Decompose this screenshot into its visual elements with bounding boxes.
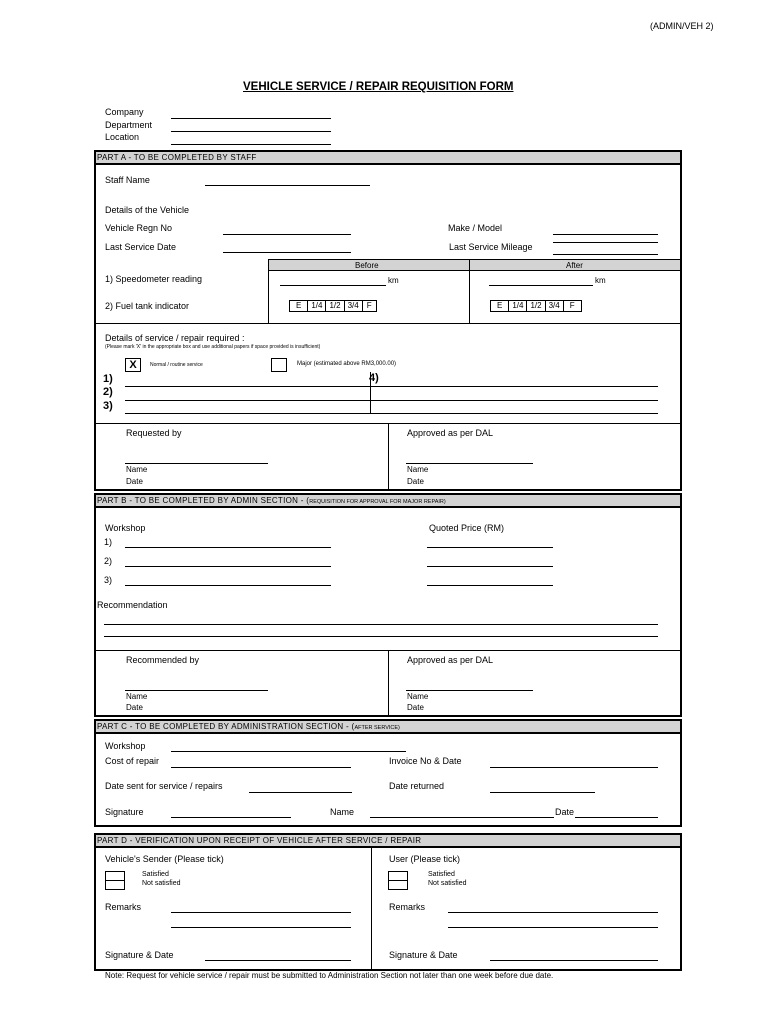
date-returned-label: Date returned (389, 781, 445, 791)
staff-name-field[interactable] (205, 185, 370, 186)
fuel-level-three-quarter[interactable]: 3/4 (345, 301, 363, 311)
workshop-label-c: Workshop (105, 741, 146, 751)
service-item-line-3[interactable] (125, 413, 658, 414)
department-label: Department (105, 120, 153, 130)
fuel-level-three-quarter[interactable]: 3/4 (546, 301, 564, 311)
workshop-2-field[interactable] (125, 566, 331, 567)
requested-by-label: Requested by (126, 428, 182, 438)
fuel-gauge-after[interactable] (490, 300, 582, 312)
major-repair-checkbox[interactable] (271, 358, 287, 372)
user-remarks-line-1[interactable] (448, 912, 658, 913)
last-service-date-field[interactable] (223, 252, 351, 253)
normal-service-checkbox[interactable]: X (125, 358, 141, 372)
workshop-field-c[interactable] (171, 751, 406, 752)
sender-signature-field[interactable] (205, 960, 351, 961)
speedometer-before-field[interactable] (280, 285, 386, 286)
date-returned-field[interactable] (490, 792, 595, 793)
name-label-c: Name (330, 807, 355, 817)
approved-dal-label-b: Approved as per DAL (407, 655, 494, 665)
user-signature-label: Signature & Date (389, 950, 458, 960)
sender-remarks-line-2[interactable] (171, 927, 351, 928)
sender-signature-label: Signature & Date (105, 950, 174, 960)
approved-name-label: Name (407, 465, 429, 474)
workshop-item-1-number: 1) (104, 537, 113, 547)
workshop-label: Workshop (105, 523, 146, 533)
recommendation-line-2[interactable] (104, 636, 658, 637)
price-2-field[interactable] (427, 566, 553, 567)
sender-not-satisfied-label: Not satisfied (142, 880, 181, 887)
fuel-indicator-label: 2) Fuel tank indicator (105, 301, 190, 311)
part-a-heading: PART A - TO BE COMPLETED BY STAFF (95, 152, 681, 163)
date-sent-field[interactable] (249, 792, 352, 793)
staff-name-label: Staff Name (105, 175, 150, 185)
last-service-date-label: Last Service Date (105, 242, 177, 252)
reading-table-header (268, 259, 680, 271)
name-field-c[interactable] (370, 817, 554, 818)
fuel-level-half[interactable]: 1/2 (527, 301, 545, 311)
signature-field-c[interactable] (171, 817, 291, 818)
footer-note: Note: Request for vehicle service / repair must be submitted to Administration Section not later than one week before due date. (105, 971, 554, 980)
approved-date-label: Date (407, 477, 424, 486)
recommended-date-label: Date (126, 703, 143, 712)
major-repair-label: Major (estimated above RM3,000.00) (297, 361, 397, 367)
company-field[interactable] (171, 118, 331, 119)
last-service-mileage-field[interactable] (553, 242, 658, 243)
fuel-level-half[interactable]: 1/2 (326, 301, 344, 311)
quoted-price-label: Quoted Price (RM) (429, 523, 505, 533)
part-c-heading: PART C - TO BE COMPLETED BY ADMINISTRATION SECTION - (AFTER SERVICE) (95, 721, 681, 732)
service-item-1-number: 1) (103, 373, 113, 385)
requested-by-signature[interactable] (125, 463, 268, 464)
last-service-mileage-label: Last Service Mileage (449, 242, 533, 252)
workshop-1-field[interactable] (125, 547, 331, 548)
fuel-level-f[interactable]: F (569, 301, 575, 310)
user-not-satisfied-checkbox[interactable] (388, 880, 408, 890)
workshop-3-field[interactable] (125, 585, 331, 586)
user-remarks-line-2[interactable] (448, 927, 658, 928)
user-remarks-label: Remarks (389, 902, 426, 912)
regn-no-label: Vehicle Regn No (105, 223, 173, 233)
before-header: Before (355, 261, 379, 270)
date-label-c: Date (555, 807, 575, 817)
make-model-label: Make / Model (448, 223, 503, 233)
form-title: VEHICLE SERVICE / REPAIR REQUISITION FORM (243, 81, 514, 93)
sender-remarks-label: Remarks (105, 902, 142, 912)
invoice-field[interactable] (490, 767, 658, 768)
fuel-level-f[interactable]: F (366, 301, 372, 310)
vehicle-details-label: Details of the Vehicle (105, 205, 190, 215)
approved-dal-label: Approved as per DAL (407, 428, 494, 438)
fuel-level-e[interactable]: E (491, 301, 509, 311)
user-signature-field[interactable] (490, 960, 658, 961)
fuel-level-quarter[interactable]: 1/4 (509, 301, 527, 311)
workshop-item-2-number: 2) (104, 556, 113, 566)
price-1-field[interactable] (427, 547, 553, 548)
company-label: Company (105, 107, 144, 117)
requested-name-label: Name (126, 465, 148, 474)
service-details-label: Details of service / repair required : (105, 333, 245, 343)
after-header: After (566, 261, 583, 270)
part-b-heading: PART B - TO BE COMPLETED BY ADMIN SECTION - (REQUISITION FOR APPROVAL FOR MAJOR REPAIR) (95, 495, 681, 506)
invoice-label: Invoice No & Date (389, 756, 462, 766)
approved-signature[interactable] (406, 463, 533, 464)
speedometer-label: 1) Speedometer reading (105, 274, 203, 284)
approved-date-label-b: Date (407, 703, 424, 712)
user-satisfied-label: Satisfied (428, 871, 455, 878)
recommended-name-label: Name (126, 692, 148, 701)
date-sent-label: Date sent for service / repairs (105, 781, 223, 791)
cost-label: Cost of repair (105, 756, 160, 766)
requested-date-label: Date (126, 477, 143, 486)
fuel-level-quarter[interactable]: 1/4 (308, 301, 326, 311)
user-label: User (Please tick) (389, 854, 461, 864)
department-field[interactable] (171, 131, 331, 132)
price-3-field[interactable] (427, 585, 553, 586)
approved-signature-b[interactable] (406, 690, 533, 691)
service-item-4-number: 4) (369, 372, 379, 384)
cost-field[interactable] (171, 767, 351, 768)
regn-no-field[interactable] (223, 234, 351, 235)
form-code: (ADMIN/VEH 2) (650, 21, 714, 31)
service-details-note: (Please mark 'X' in the appropriate box and use additional papers if space provided is insufficient) (105, 344, 321, 350)
sender-label: Vehicle's Sender (Please tick) (105, 854, 224, 864)
service-item-3-number: 3) (103, 400, 113, 412)
fuel-level-e[interactable]: E (290, 301, 308, 311)
sender-not-satisfied-checkbox[interactable] (105, 880, 125, 890)
speedometer-after-field[interactable] (489, 285, 593, 286)
recommendation-line-1[interactable] (104, 624, 658, 625)
fuel-gauge-before[interactable] (289, 300, 377, 312)
km-unit-after: km (595, 276, 606, 285)
normal-service-label: Normal / routine service (150, 362, 203, 368)
signature-label-c: Signature (105, 807, 144, 817)
location-field[interactable] (171, 144, 331, 145)
location-label: Location (105, 132, 140, 142)
user-not-satisfied-label: Not satisfied (428, 880, 467, 887)
sender-satisfied-label: Satisfied (142, 871, 169, 878)
approved-name-label-b: Name (407, 692, 429, 701)
km-unit-before: km (388, 276, 399, 285)
service-item-2-number: 2) (103, 386, 113, 398)
make-model-field[interactable] (553, 234, 658, 235)
workshop-item-3-number: 3) (104, 575, 113, 585)
recommendation-label: Recommendation (97, 600, 168, 610)
recommended-by-label: Recommended by (126, 655, 200, 665)
sender-remarks-line-1[interactable] (171, 912, 351, 913)
service-item-line-2[interactable] (125, 400, 658, 401)
date-field-c[interactable] (575, 817, 658, 818)
recommended-by-signature[interactable] (125, 690, 268, 691)
part-d-heading: PART D - VERIFICATION UPON RECEIPT OF VEHICLE AFTER SERVICE / REPAIR (95, 835, 681, 846)
service-item-line-1[interactable] (125, 386, 658, 387)
